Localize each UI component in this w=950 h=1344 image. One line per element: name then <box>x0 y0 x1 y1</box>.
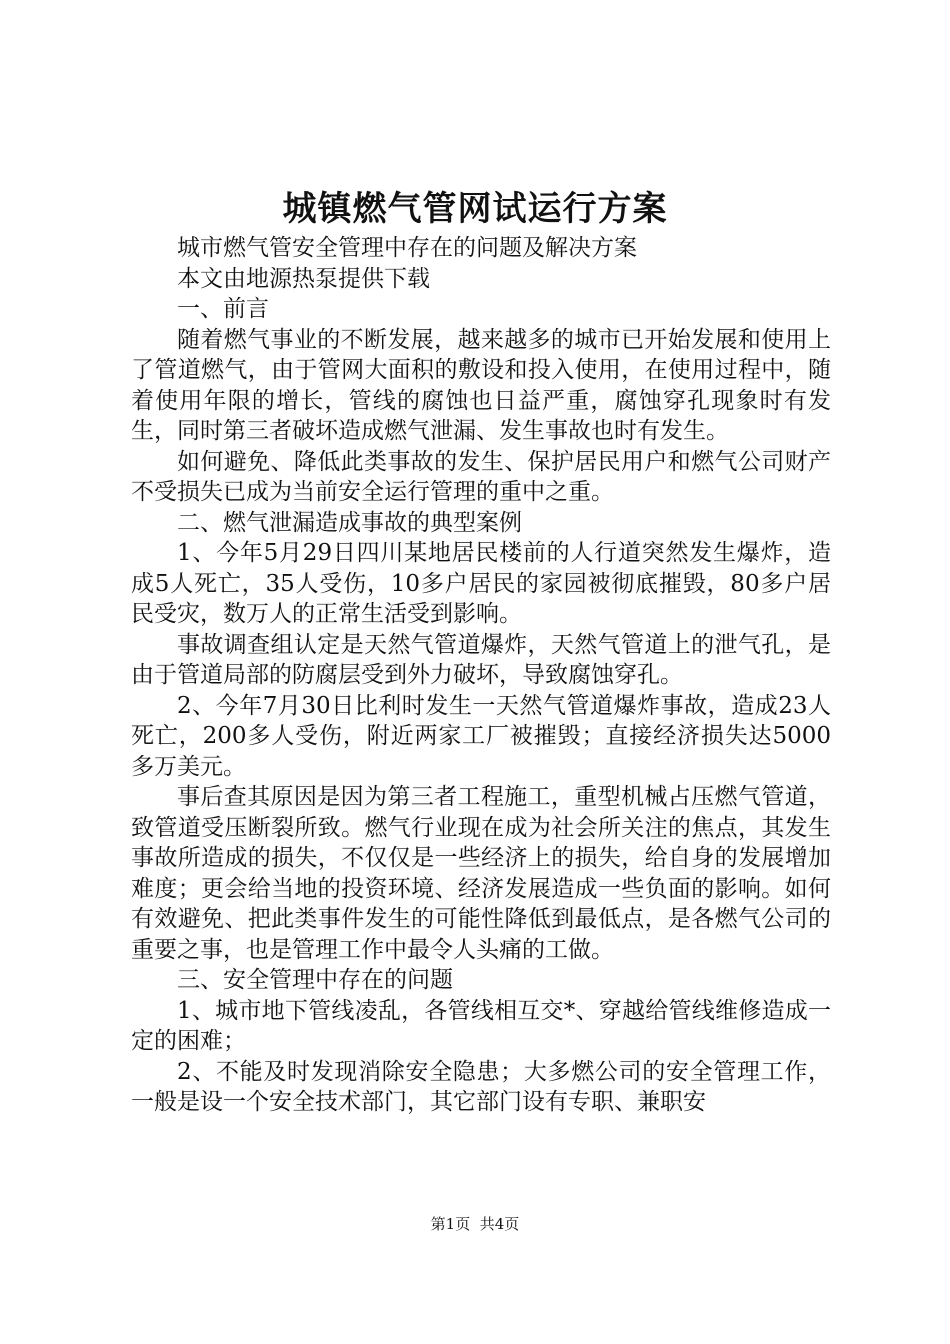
page-total: 共4页 <box>479 1215 520 1233</box>
page-number: 第1页 <box>430 1215 471 1233</box>
paragraph-subtitle: 城市燃气管安全管理中存在的问题及解决方案 <box>177 235 637 261</box>
paragraph: 事故调查组认定是天然气管道爆炸，天然气管道上的泄气孔，是由于管道局部的防腐层受到外力破坏，导致腐蚀穿孔。 <box>131 631 831 688</box>
paragraph: 2、不能及时发现消除安全隐患；大多燃公司的安全管理工作，一般是设一个安全技术部门，其它部门设有专职、兼职安 <box>131 1058 831 1115</box>
paragraph: 2、今年7月30日比利时发生一天然气管道爆炸事故，造成23人死亡，200多人受伤，附近两家工厂被摧毁；直接经济损失达5000多万美元。 <box>131 692 831 780</box>
paragraph-source-note: 本文由地源热泵提供下载 <box>177 265 430 292</box>
paragraph: 事后查其原因是因为第三者工程施工，重型机械占压燃气管道，致管道受压断裂所致。燃气行业现在成为社会所关注的焦点，其发生事故所造成的损失，不仅仅是一些经济上的损失，给自身的发展增加难度；更会给当地的投资环境、经济发展造成一些负面的影响。如何有效避免、把此类事件发生的可能性降低到最低点，是各燃气公司的重要之事，也是管理工作中最令人头痛的工做。 <box>131 784 831 963</box>
document-title: 城镇燃气管网试运行方案 <box>282 189 668 229</box>
paragraph: 随着燃气事业的不断发展，越来越多的城市已开始发展和使用上了管道燃气，由于管网大面积的敷设和投入使用，在使用过程中，随着使用年限的增长，管线的腐蚀也日益严重，腐蚀穿孔现象时有发生，同时第三者破坏造成燃气泄漏、发生事故也时有发生。 <box>131 326 831 444</box>
section-heading-problems: 三、安全管理中存在的问题 <box>177 967 453 993</box>
paragraph: 如何避免、降低此类事故的发生、保护居民用户和燃气公司财产不受损失已成为当前安全运行管理的重中之重。 <box>131 448 831 505</box>
paragraph: 1、城市地下管线凌乱，各管线相互交*、穿越给管线维修造成一定的困难； <box>131 997 831 1054</box>
section-heading-cases: 二、燃气泄漏造成事故的典型案例 <box>177 509 522 536</box>
section-heading-preface: 一、前言 <box>177 296 269 322</box>
paragraph: 1、今年5月29日四川某地居民楼前的人行道突然发生爆炸，造成5人死亡，35人受伤，10多户居民的家园被彻底摧毁，80多户居民受灾，数万人的正常生活受到影响。 <box>131 540 831 627</box>
document-body <box>131 233 831 1118</box>
page-footer <box>0 1214 950 1234</box>
